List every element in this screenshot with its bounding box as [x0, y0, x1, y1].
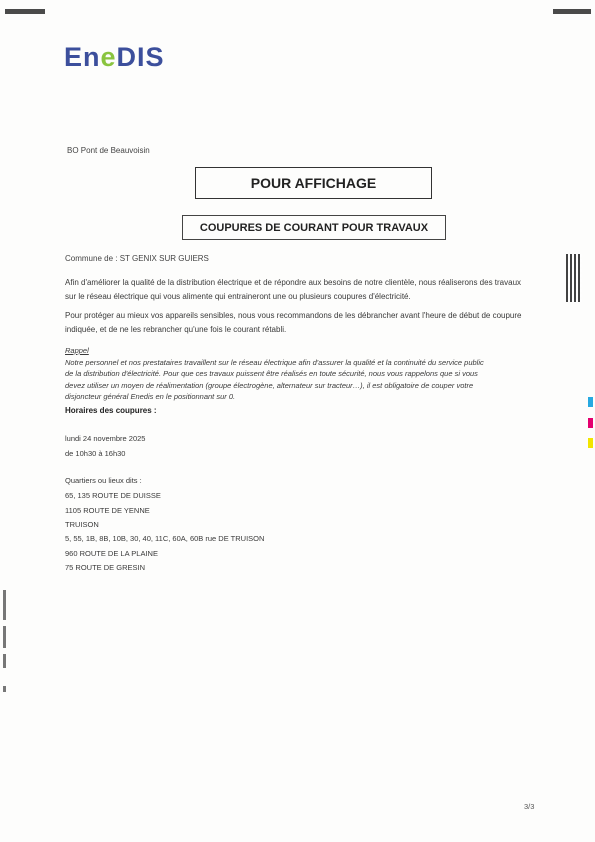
cut-hours: de 10h30 à 16h30: [65, 449, 126, 458]
cut-date: lundi 24 novembre 2025: [65, 434, 146, 443]
color-mark-yellow: [588, 438, 593, 448]
commune-label: Commune de : ST GENIX SUR GUIERS: [65, 254, 209, 263]
page-title: POUR AFFICHAGE: [195, 167, 432, 199]
quartier-item: 1105 ROUTE DE YENNE: [65, 506, 150, 515]
color-mark-cyan: [588, 397, 593, 407]
rappel-title: Rappel: [65, 346, 89, 355]
quartier-item: 5, 55, 1B, 8B, 10B, 30, 40, 11C, 60A, 60B rue DE TRUISON: [65, 534, 265, 543]
quartier-item: 75 ROUTE DE GRESIN: [65, 563, 146, 572]
page-subtitle: COUPURES DE COURANT POUR TRAVAUX: [182, 215, 446, 240]
quartiers-heading: Quartiers ou lieux dits :: [65, 476, 142, 485]
quartier-item: TRUISON: [65, 520, 99, 529]
datamatrix-code: [566, 254, 582, 302]
page-number: 3/3: [524, 802, 535, 811]
scan-edge-marks: [1, 590, 9, 710]
advice-paragraph: Pour protéger au mieux vos appareils sensibles, nous vous recommandons de les débrancher avant l'heure de début de coupure indiquée, et de ne les rebrancher qu'une fois le courant rétabli.: [65, 311, 522, 334]
scan-mark-left: [5, 9, 45, 14]
quartier-item: 960 ROUTE DE LA PLAINE: [65, 549, 158, 558]
color-mark-magenta: [588, 418, 593, 428]
horaires-heading: Horaires des coupures :: [65, 406, 157, 415]
enedis-logo: EneDIS: [64, 42, 165, 72]
rappel-notice: Rappel Notre personnel et nos prestataires travaillent sur le réseau électrique afin d'assurer la qualité et la continuité du service public de la distribution d'électricité. Pour que ces travaux puissent être réalisés en toute sécurité, nous vous rappelons que si vous devez utiliser un moyen de réalimentation (groupe électrogène, alternateur sur tracteur…), il est obligatoire de couper votre disjoncteur général Enedis en le positionnant sur 0.: [65, 345, 545, 403]
scan-mark-right: [553, 9, 591, 14]
quartier-item: 65, 135 ROUTE DE DUISSE: [65, 491, 161, 500]
intro-paragraph: Afin d'améliorer la qualité de la distribution électrique et de répondre aux besoins de notre clientèle, nous réaliserons des travaux sur le réseau électrique qui vous alimente qui entraineront une ou plusieurs coupures d'électricité.: [65, 278, 522, 301]
sender-label: BO Pont de Beauvoisin: [67, 146, 150, 155]
